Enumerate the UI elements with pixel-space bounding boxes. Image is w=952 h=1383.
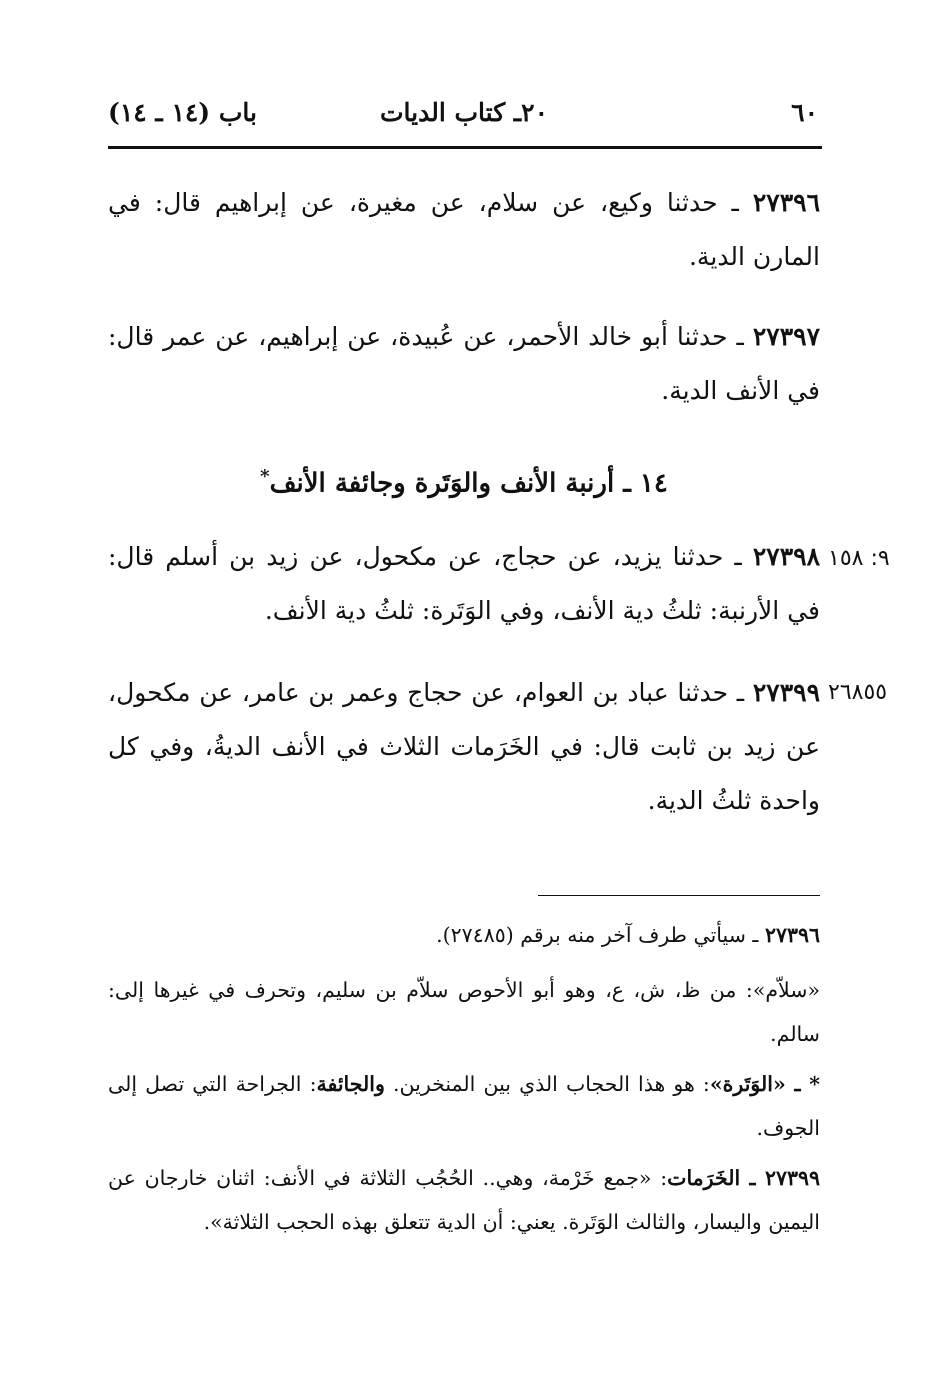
footnote-marker-star: * xyxy=(260,466,270,487)
section-heading xyxy=(108,455,820,506)
chapter-reference: باب (١٤ ـ ١٤) xyxy=(108,98,257,127)
footnote-star xyxy=(108,1062,820,1150)
hadith-27399 xyxy=(108,666,820,828)
footnote-text: : هو هذا الحجاب الذي بين المنخرين. xyxy=(384,1072,710,1096)
book-title: ٢٠ـ كتاب الديات xyxy=(380,98,548,127)
footnote-text: ـ سيأتي طرف آخر منه برقم (٢٧٤٨٥). xyxy=(436,923,765,947)
margin-reference: ٢٦٨٥٥ xyxy=(828,680,888,705)
hadith-number: ٢٧٣٩٧ xyxy=(752,322,820,351)
margin-reference: ٩: ١٥٨ xyxy=(828,546,890,571)
page-number: ٦٠ xyxy=(791,98,818,127)
footnote-27399 xyxy=(108,1156,820,1244)
footnote-text: : «جمع خَرْمة، وهي.. الحُجُب الثلاثة في الأنف: اثنان خارجان عن اليمين واليسار، والثالث الوَتَرة. يعني: أن الدية تتعلق بهذه الحجب الثلاثة». xyxy=(108,1166,820,1234)
hadith-text: ـ حدثنا عباد بن العوام، عن حجاج وعمر بن عامر، عن مكحول، عن زيد بن ثابت قال: في الخَرَمات الثلاث في الأنف الديةُ، وفي كل واحدة ثلثُ الدية. xyxy=(108,678,820,815)
hadith-number: ٢٧٣٩٦ xyxy=(752,188,820,217)
hadith-27396 xyxy=(108,176,820,284)
footnote-divider xyxy=(538,895,820,896)
footnote-number: ٢٧٣٩٩ xyxy=(764,1166,820,1190)
footnote-star-marker: * ـ xyxy=(785,1072,820,1096)
footnote-text: : الجراحة التي تصل إلى الجوف. xyxy=(108,1072,820,1140)
hadith-text: ـ حدثنا وكيع، عن سلام، عن مغيرة، عن إبراهيم قال: في المارن الدية. xyxy=(108,188,820,271)
footnote-salam xyxy=(108,968,820,1056)
hadith-text: ـ حدثنا يزيد، عن حجاج، عن مكحول، عن زيد بن أسلم قال: في الأرنبة: ثلثُ دية الأنف، وفي الوَتَرة: ثلثُ دية الأنف. xyxy=(108,542,820,625)
hadith-number: ٢٧٣٩٨ xyxy=(752,542,820,571)
footnote-term: ـ الخَرَمات xyxy=(667,1166,765,1190)
page-header xyxy=(108,92,820,138)
footnote-term: والجائفة xyxy=(316,1072,385,1096)
footnote-text: «سلاّم»: من ظ، ش، ع، وهو أبو الأحوص سلاّم بن سليم، وتحرف في غيرها إلى: سالم. xyxy=(108,978,820,1046)
footnote-term: «الوَتَرة» xyxy=(709,1072,786,1096)
footnote-number: ٢٧٣٩٦ xyxy=(764,923,820,947)
section-heading-text: ١٤ ـ أرنبة الأنف والوَتَرة وجائفة الأنف xyxy=(269,468,668,499)
hadith-number: ٢٧٣٩٩ xyxy=(752,678,820,707)
hadith-27397 xyxy=(108,310,820,418)
footnote-27396 xyxy=(108,913,820,957)
hadith-text: ـ حدثنا أبو خالد الأحمر، عن عُبيدة، عن إبراهيم، عن عمر قال: في الأنف الدية. xyxy=(108,322,820,405)
header-divider xyxy=(108,146,822,149)
hadith-27398 xyxy=(108,530,820,638)
